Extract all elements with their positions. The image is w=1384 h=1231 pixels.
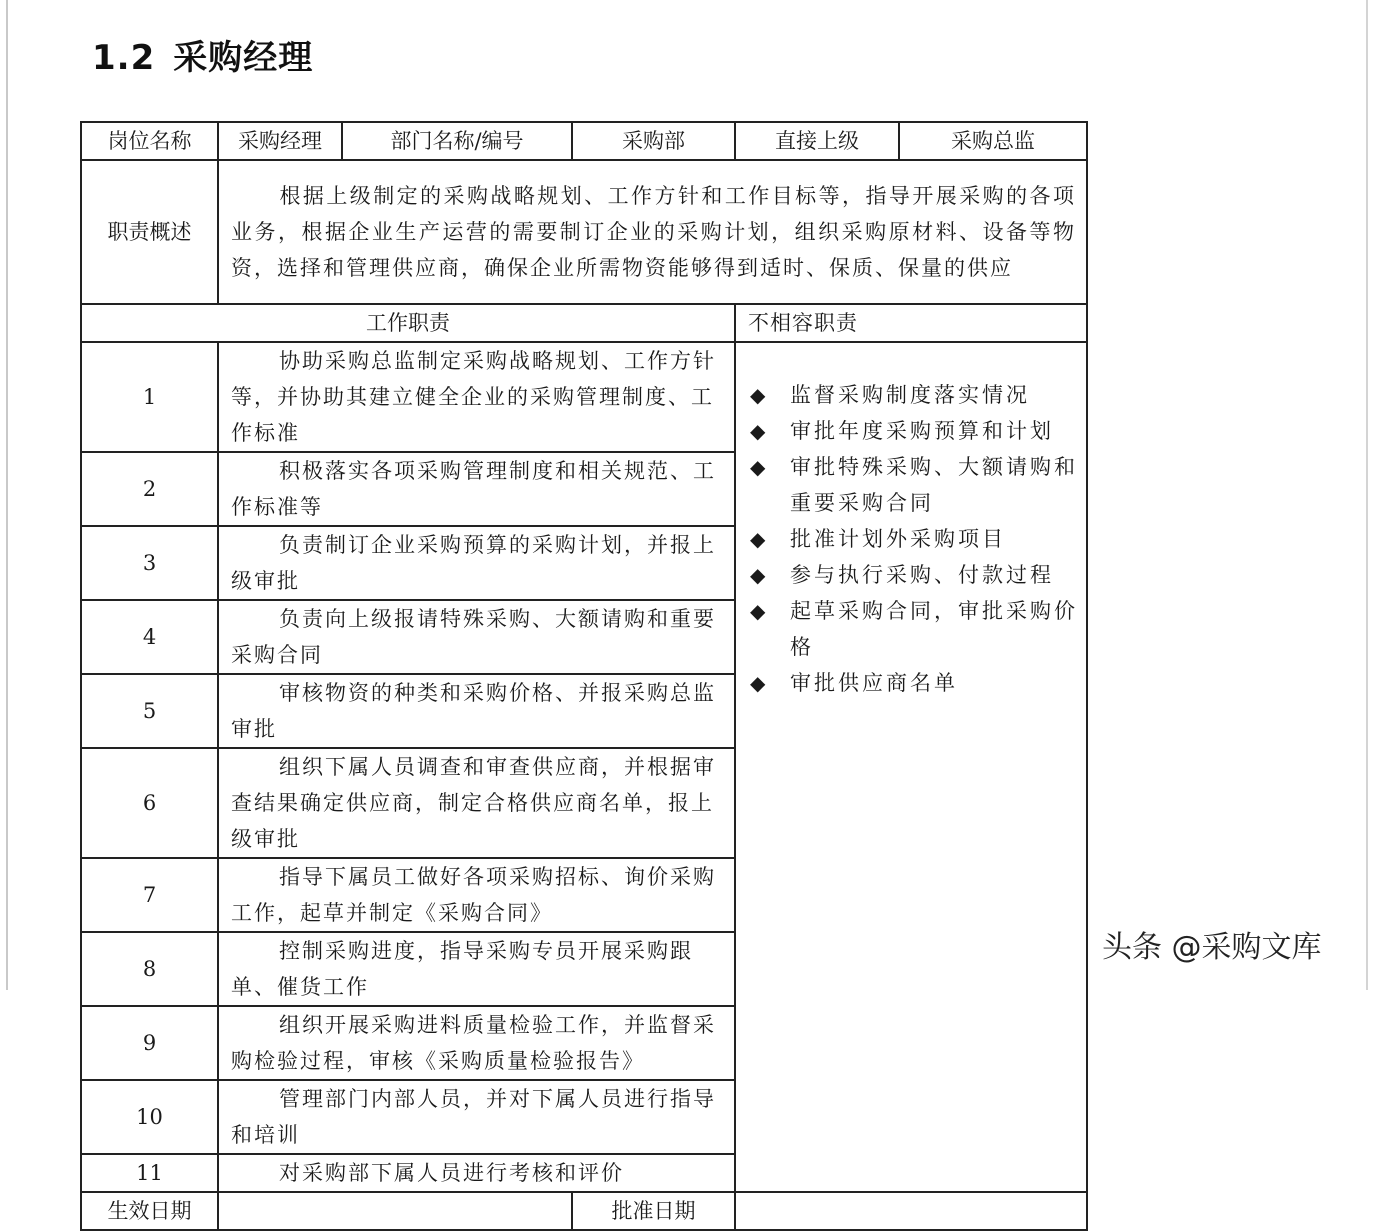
duty-text: 组织开展采购进料质量检验工作，并监督采购检验过程，审核《采购质量检验报告》 xyxy=(218,1006,735,1080)
duty-number: 8 xyxy=(81,932,218,1006)
incompatible-text: 审批供应商名单 xyxy=(790,671,958,695)
duty-number: 2 xyxy=(81,452,218,526)
dept-label: 部门名称/编号 xyxy=(342,122,572,160)
position-value: 采购经理 xyxy=(218,122,342,160)
effective-date-label: 生效日期 xyxy=(81,1192,218,1230)
footer-row xyxy=(81,1192,1087,1230)
position-label: 岗位名称 xyxy=(81,122,218,160)
section-number: 1.2 xyxy=(92,38,156,78)
effective-date-value xyxy=(218,1192,572,1230)
dept-value: 采购部 xyxy=(572,122,735,160)
incompatible-item xyxy=(750,593,1078,665)
incompatible-text: 审批年度采购预算和计划 xyxy=(790,419,1054,443)
duty-number: 10 xyxy=(81,1080,218,1154)
duty-number: 6 xyxy=(81,748,218,858)
incompatible-item xyxy=(750,665,1078,701)
duty-number: 1 xyxy=(81,342,218,452)
diamond-bullet-icon: ◆ xyxy=(750,599,769,623)
superior-label: 直接上级 xyxy=(735,122,899,160)
superior-value: 采购总监 xyxy=(899,122,1087,160)
summary-text: 根据上级制定的采购战略规划、工作方针和工作目标等，指导开展采购的各项业务，根据企业生产运营的需要制订企业的采购计划，组织采购原材料、设备等物资，选择和管理供应商，确保企业所需物资能够得到适时、保质、保量的供应 xyxy=(231,184,1076,280)
incompatible-text: 审批特殊采购、大额请购和重要采购合同 xyxy=(790,455,1078,515)
duty-number: 3 xyxy=(81,526,218,600)
duty-number: 9 xyxy=(81,1006,218,1080)
diamond-bullet-icon: ◆ xyxy=(750,527,769,551)
incompatible-text: 监督采购制度落实情况 xyxy=(790,383,1030,407)
duty-number: 4 xyxy=(81,600,218,674)
duty-text: 组织下属人员调查和审查供应商，并根据审查结果确定供应商，制定合格供应商名单，报上级审批 xyxy=(218,748,735,858)
duty-text: 负责制订企业采购预算的采购计划，并报上级审批 xyxy=(218,526,735,600)
duty-text: 协助采购总监制定采购战略规划、工作方针等，并协助其建立健全企业的采购管理制度、工作标准 xyxy=(218,342,735,452)
section-heading xyxy=(92,30,313,79)
incompatible-text: 参与执行采购、付款过程 xyxy=(790,563,1054,587)
incompatible-duties-cell xyxy=(735,342,1087,1192)
summary-row xyxy=(81,160,1087,304)
page-edge xyxy=(1366,0,1368,990)
duty-text: 审核物资的种类和采购价格、并报采购总监审批 xyxy=(218,674,735,748)
incompatible-text: 批准计划外采购项目 xyxy=(790,527,1006,551)
incompatible-item xyxy=(750,413,1078,449)
approval-date-label: 批准日期 xyxy=(572,1192,735,1230)
duties-header: 工作职责 xyxy=(81,304,735,342)
incompatible-item xyxy=(750,377,1078,413)
page-edge xyxy=(6,0,8,990)
diamond-bullet-icon: ◆ xyxy=(750,563,769,587)
incompatible-item xyxy=(750,521,1078,557)
approval-date-value xyxy=(735,1192,1087,1230)
duty-row xyxy=(81,342,1087,452)
section-title: 采购经理 xyxy=(173,38,314,78)
job-description-table xyxy=(80,121,1088,1231)
duty-text: 控制采购进度，指导采购专员开展采购跟单、催货工作 xyxy=(218,932,735,1006)
header-row xyxy=(81,122,1087,160)
incompatible-text: 起草采购合同，审批采购价格 xyxy=(790,599,1078,659)
summary-label: 职责概述 xyxy=(81,160,218,304)
watermark: 头条 @采购文库 xyxy=(1102,930,1322,965)
incompatible-item xyxy=(750,557,1078,593)
diamond-bullet-icon: ◆ xyxy=(750,671,769,695)
duty-number: 7 xyxy=(81,858,218,932)
duty-text: 对采购部下属人员进行考核和评价 xyxy=(218,1154,735,1192)
duty-number: 5 xyxy=(81,674,218,748)
duty-text: 管理部门内部人员，并对下属人员进行指导和培训 xyxy=(218,1080,735,1154)
duty-text: 负责向上级报请特殊采购、大额请购和重要采购合同 xyxy=(218,600,735,674)
duty-number: 11 xyxy=(81,1154,218,1192)
duty-text: 积极落实各项采购管理制度和相关规范、工作标准等 xyxy=(218,452,735,526)
diamond-bullet-icon: ◆ xyxy=(750,455,769,479)
section-header-row xyxy=(81,304,1087,342)
summary-cell xyxy=(218,160,1087,304)
diamond-bullet-icon: ◆ xyxy=(750,419,769,443)
incompatible-item xyxy=(750,449,1078,521)
diamond-bullet-icon: ◆ xyxy=(750,383,769,407)
duty-text: 指导下属员工做好各项采购招标、询价采购工作，起草并制定《采购合同》 xyxy=(218,858,735,932)
incompatible-header: 不相容职责 xyxy=(735,304,1087,342)
